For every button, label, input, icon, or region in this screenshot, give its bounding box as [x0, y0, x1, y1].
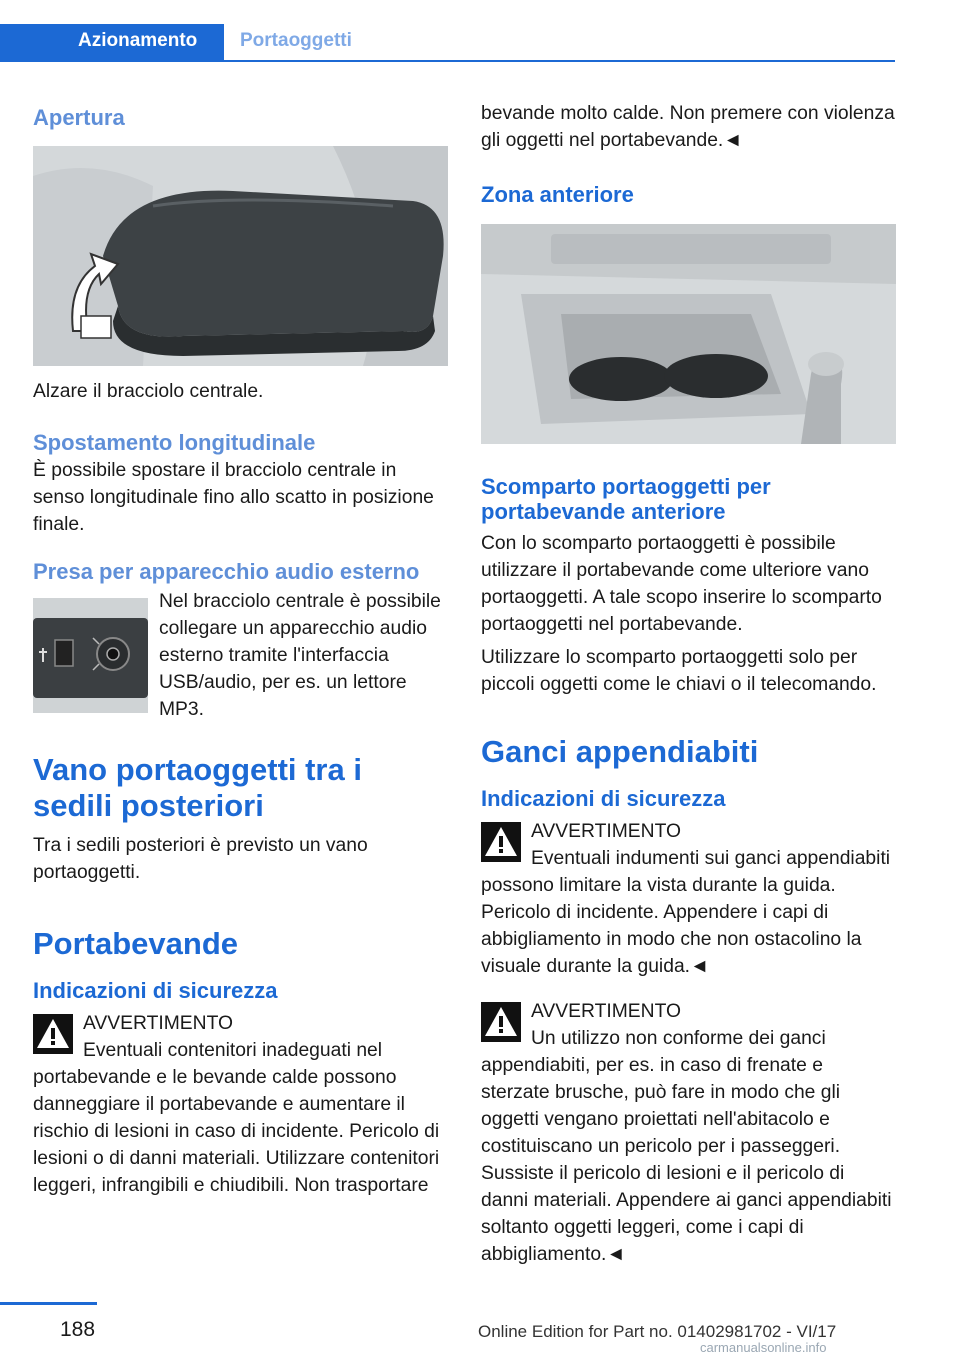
right-sicurezza-heading: Indicazioni di sicurezza	[481, 786, 726, 811]
left-sicurezza-heading: Indicazioni di sicurezza	[33, 978, 278, 1003]
apertura-heading: Apertura	[33, 105, 125, 130]
armrest-image	[33, 146, 448, 366]
vano-heading: Vano portaoggetti tra i sedili posteriori	[33, 752, 362, 823]
right-warning-1-label: AVVERTIMENTO	[531, 821, 681, 842]
spostamento-text: È possibile spostare il bracciolo centrale in senso longitudinale fino allo scatto in posizione finale.	[33, 460, 434, 535]
right-column	[481, 100, 896, 1268]
cupholder-illustration	[481, 224, 896, 444]
presa-heading: Presa per apparecchio audio esterno	[33, 559, 420, 584]
left-warning	[33, 1010, 448, 1199]
right-warning-2	[481, 998, 896, 1268]
apertura-text: Alzare il bracciolo centrale.	[33, 381, 264, 402]
usb-audio-illustration	[33, 598, 148, 713]
page-number: 188	[60, 1318, 96, 1341]
tab-portaoggetti[interactable]: Portaoggetti	[240, 30, 352, 51]
scomparto-text-2: Utilizzare lo scomparto portaoggetti solo per piccoli oggetti come le chiavi o il telecomando.	[481, 647, 877, 695]
warning-triangle-icon	[33, 1014, 73, 1054]
edition-note: Online Edition for Part no. 01402981702 - VI/17	[478, 1322, 837, 1341]
right-warning-1	[481, 818, 896, 980]
right-warning-2-label: AVVERTIMENTO	[531, 1001, 681, 1022]
right-warning-2-text: Un utilizzo non conforme dei ganci appendiabiti, per es. in caso di frenate e sterzate brusche, può fare in modo che gli oggetti vengano proiettati nell'abitacolo e costituiscano un pericolo per i passeggeri. Sussiste il pericolo di lesioni e il pericolo di danni materiali. Appendere ai ganci appendiabiti soltanto oggetti leggeri, come i capi di abbigliamento.◄	[481, 1028, 892, 1265]
left-column	[33, 100, 448, 1199]
warning-triangle-icon	[481, 822, 521, 862]
zona-heading: Zona anteriore	[481, 182, 634, 207]
presa-block	[33, 588, 448, 718]
continued-text: bevande molto calde. Non premere con violenza gli oggetti nel portabevande.◄	[481, 103, 895, 151]
spostamento-heading: Spostamento longitudinale	[33, 430, 316, 455]
left-warning-label: AVVERTIMENTO	[83, 1013, 233, 1034]
left-warning-text: Eventuali contenitori inadeguati nel portabevande e le bevande calde possono danneggiare il portabevande e aumentare il rischio di lesioni in caso di incidente. Pericolo di lesioni o di danni materiali. Utilizzare contenitori leggeri, infrangibili e chiudibili. Non trasportare	[33, 1040, 440, 1196]
footer-rule	[0, 1302, 97, 1305]
scomparto-text-1: Con lo scomparto portaoggetti è possibile utilizzare il portabevande come ulteriore vano portaoggetti. A tale scopo inserire lo scomparto portaoggetti nel portabevande.	[481, 533, 882, 635]
tab-azionamento[interactable]: Azionamento	[0, 24, 224, 62]
watermark: carmanualsonline.info	[700, 1340, 827, 1355]
scomparto-heading: Scomparto portaoggetti per portabevande anteriore	[481, 474, 771, 524]
header-tabs	[0, 24, 895, 62]
usb-audio-image	[33, 598, 148, 713]
portabevande-heading: Portabevande	[33, 926, 239, 961]
presa-text: Nel bracciolo centrale è possibile collegare un apparecchio audio esterno tramite l'interfaccia USB/audio, per es. un lettore MP3.	[159, 591, 441, 720]
vano-text: Tra i sedili posteriori è previsto un vano portaoggetti.	[33, 835, 368, 883]
ganci-heading: Ganci appendiabiti	[481, 734, 759, 769]
armrest-illustration	[33, 146, 448, 366]
cupholder-image	[481, 224, 896, 444]
right-warning-1-text: Eventuali indumenti sui ganci appendiabiti possono limitare la vista durante la guida. Pericolo di incidente. Appendere i capi di abbigliamento in modo che non ostacolino la visuale durante la guida.◄	[481, 848, 891, 977]
warning-triangle-icon	[481, 1002, 521, 1042]
